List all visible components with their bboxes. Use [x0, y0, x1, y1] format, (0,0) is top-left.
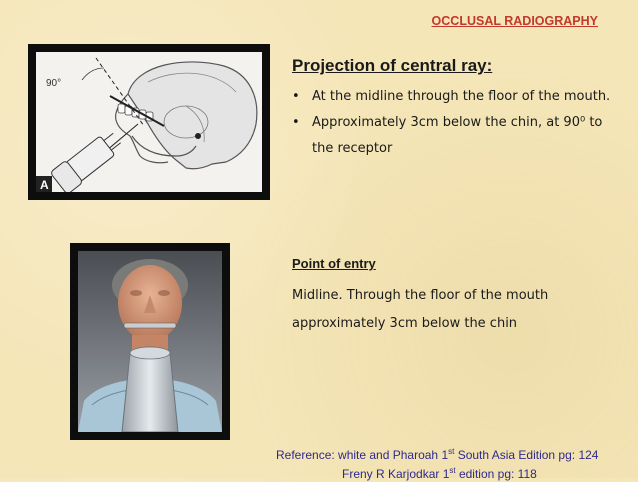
- reference-line-2: Freny R Karjodkar 1st edition pg: 118: [342, 466, 537, 481]
- reference: [276, 444, 598, 482]
- xray-cone: [122, 347, 178, 432]
- projection-bullet: • At the midline through the floor of the mouth.: [292, 84, 612, 110]
- slide-title: OCCLUSAL RADIOGRAPHY: [431, 14, 598, 28]
- panel-label: A: [40, 178, 49, 192]
- patient-photo: [78, 251, 222, 432]
- patient-photo-frame: [70, 243, 230, 440]
- angle-label: 90°: [46, 78, 62, 89]
- point-of-entry-title: Point of entry: [292, 256, 376, 271]
- diagram-frame: [28, 44, 270, 200]
- projection-title: Projection of central ray:: [292, 56, 493, 75]
- skull-projection-diagram: [36, 52, 262, 192]
- reference-line-1: Reference: white and Pharoah 1st South Asia Edition pg: 124: [276, 447, 599, 462]
- projection-bullet-list: [292, 84, 612, 162]
- receptor-film: [124, 323, 176, 328]
- xray-cone: [50, 127, 126, 192]
- point-of-entry-text: Midline. Through the floor of the mouth approximately 3cm below the chin: [292, 288, 549, 331]
- projection-bullet: • Approximately 3cm below the chin, at 90⁰ to the receptor: [292, 110, 612, 162]
